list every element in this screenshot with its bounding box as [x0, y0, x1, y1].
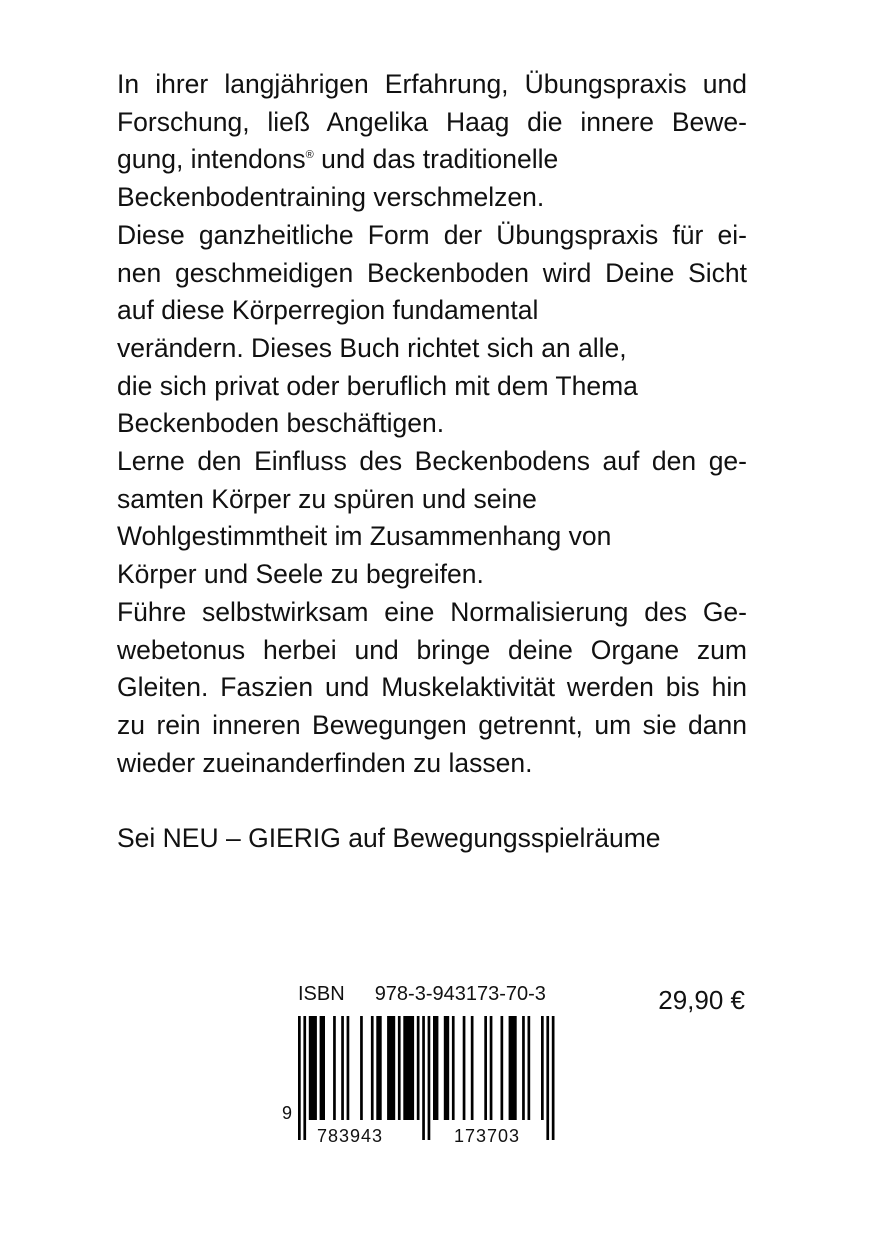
barcode-guard-bar	[298, 1016, 301, 1140]
blurb-line: Führe selbstwirksam eine Normalisierung des Ge-	[117, 596, 747, 627]
barcode-guard-bar	[428, 1016, 431, 1140]
blurb-line: In ihrer langjährigen Erfahrung, Übungspraxis und	[117, 69, 747, 99]
barcode-bar	[490, 1016, 493, 1120]
barcode-guard-bar	[303, 1016, 306, 1140]
blurb-line: verändern. Dieses Buch richtet sich an alle,	[117, 332, 627, 363]
barcode-bar	[433, 1016, 438, 1120]
barcode-right-digits: 173703	[454, 1126, 521, 1146]
barcode-bar	[309, 1016, 317, 1120]
barcode-bar	[371, 1016, 374, 1120]
barcode-bar	[403, 1016, 414, 1120]
barcode-bar	[452, 1016, 455, 1120]
blurb-line: Beckenbodentraining verschmelzen.	[117, 182, 545, 213]
blurb-line: Forschung, ließ Angelika Haag die innere Bewe-	[117, 106, 747, 137]
tagline: Sei NEU – GIERIG auf Bewegungsspielräume	[117, 823, 661, 854]
blurb-line: wieder zueinanderfinden zu lassen.	[117, 747, 533, 778]
barcode-bar	[320, 1016, 325, 1120]
blurb-line: Diese ganzheitliche Form der Übungspraxis für ei-	[117, 219, 747, 250]
isbn-number: 978-3-943173-70-3	[374, 983, 546, 1005]
barcode-bar	[444, 1016, 449, 1120]
blurb-line: Körper und Seele zu begreifen.	[117, 559, 484, 590]
blurb-line: webetonus herbei und bringe deine Organe zum	[117, 634, 747, 665]
blurb-line: Gleiten. Faszien und Muskelaktivität werden bis hin	[117, 672, 747, 703]
blurb-line: Wohlgestimmtheit im Zusammenhang von	[117, 521, 612, 552]
ean13-barcode	[281, 1012, 566, 1147]
barcode-bar	[417, 1016, 420, 1120]
barcode-guard-bar	[552, 1016, 555, 1140]
barcode-bar	[360, 1016, 363, 1120]
blurb-line: nen geschmeidigen Beckenboden wird Deine Sicht	[117, 257, 747, 288]
barcode-bar	[463, 1016, 466, 1120]
barcode-guard-bar	[422, 1016, 425, 1140]
blurb-line: Beckenboden beschäftigen.	[117, 408, 445, 439]
barcode-bar	[387, 1016, 395, 1120]
barcode-bar	[471, 1016, 474, 1120]
blurb-line: Lerne den Einfluss des Beckenbodens auf den ge-	[117, 446, 747, 477]
barcode-bar	[341, 1016, 344, 1120]
barcode-bar	[528, 1016, 531, 1120]
paragraph-spacer	[117, 782, 747, 820]
barcode-bar	[333, 1016, 336, 1120]
barcode-bar	[484, 1016, 487, 1120]
barcode-bar	[541, 1016, 544, 1120]
blurb-line	[117, 141, 747, 179]
isbn-label-row	[298, 982, 546, 1006]
blurb-line-text: gung, intendons	[117, 144, 306, 175]
price-label: 29,90 €	[658, 985, 745, 1015]
blurb-line: die sich privat oder beruflich mit dem Thema	[117, 370, 638, 401]
barcode-guard-bar	[546, 1016, 549, 1140]
blurb-line: auf diese Körperregion fundamental	[117, 295, 539, 326]
back-cover-blurb	[117, 66, 747, 858]
barcode-bar	[522, 1016, 525, 1120]
registered-trademark-mark: ®	[305, 149, 314, 162]
blurb-line-text: und das traditionelle	[313, 144, 559, 175]
blurb-line: zu rein inneren Bewegungen getrennt, um sie dann	[117, 709, 747, 740]
barcode-bar	[501, 1016, 504, 1120]
barcode-left-digits: 783943	[317, 1126, 384, 1146]
barcode-bar	[347, 1016, 350, 1120]
barcode-lead-digit: 9	[282, 1103, 293, 1123]
barcode-bar	[376, 1016, 381, 1120]
barcode-bar	[509, 1016, 517, 1120]
isbn-label: ISBN	[298, 983, 345, 1005]
blurb-line: samten Körper zu spüren und seine	[117, 483, 537, 514]
barcode-bar	[398, 1016, 401, 1120]
